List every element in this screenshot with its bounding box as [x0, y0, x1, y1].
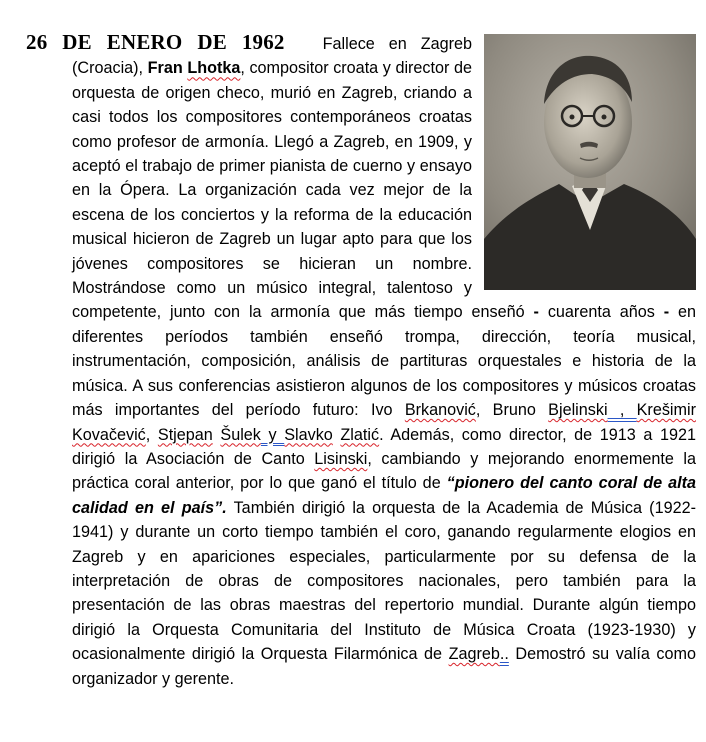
- text-segment: Stjepan: [157, 425, 213, 444]
- text-segment: “pionero del canto coral de alta calidad en el país”.: [72, 474, 696, 517]
- text-segment: Slavko: [284, 425, 333, 444]
- text-segment: Šulek: [220, 425, 261, 444]
- text-segment: Zlatić: [340, 425, 380, 444]
- text-segment: Lisinski: [314, 449, 368, 468]
- document-page: [26, 30, 696, 691]
- portrait-photo-drawing: [484, 34, 696, 290]
- text-segment: ..: [499, 645, 509, 664]
- text-segment: , compositor croata y director de orquesta de origen checo, murió en Zagreb, criando a casi todos los compositores contemporáneos croatas como profesor de armonía. Llegó a Zagreb, en 1909, y aceptó el trabajo de primer pianista de cuerno y ensayo en la Ópera. La organización cada vez mejor de la escena de los conciertos y la reforma de la educación musical hicieron de Zagreb un lugar apto para que los jóvenes compositores se hicieran un nombre. Mostrándose como un músico integral, talentoso y competente, junto con la armonía que más tiempo enseñó: [72, 59, 534, 322]
- text-segment: . Además, como director, de 1913 a 1921 dirigió la Asociación de Canto: [72, 425, 697, 468]
- text-segment: y: [260, 425, 285, 444]
- text-segment: Fran: [147, 59, 188, 78]
- date-heading: 26 DE ENERO DE 1962: [26, 30, 285, 54]
- text-segment: ,: [607, 401, 637, 420]
- text-segment: , Bruno: [475, 401, 549, 420]
- text-segment: Kovačević: [72, 425, 146, 444]
- text-segment: cuarenta años: [538, 303, 664, 322]
- text-segment: Bjelinski: [548, 401, 608, 420]
- text-segment: -: [533, 303, 539, 322]
- text-segment: Demostró su valía como organizador y gerente.: [72, 645, 696, 688]
- text-segment: , cambiando y mejorando enormemente la práctica coral anterior, por lo que ganó el título de: [72, 449, 696, 493]
- text-segment: Fallece en Zagreb (Croacia),: [72, 35, 472, 78]
- text-segment: -: [663, 303, 670, 322]
- portrait-photo: [484, 34, 696, 290]
- text-segment: Brkanović: [404, 401, 476, 420]
- text-segment: ,: [145, 425, 158, 444]
- text-segment: en diferentes períodos también enseñó trompa, dirección, teoría musical, instrumentación, composición, análisis de partituras orquestales e historia de la música. A sus conferencias asistieron algunos de los compositores y músicos croatas más importantes del período futuro: Ivo: [72, 303, 696, 420]
- text-segment: Krešimir: [636, 401, 696, 420]
- text-segment: Lhotka: [187, 59, 241, 78]
- text-segment: Zagreb: [448, 645, 500, 664]
- text-segment: También dirigió la orquesta de la Academia de Música (1922-1941) y durante un corto tiempo también el coro, ganando regularmente elogios en Zagreb y en apariciones especiales, particularmente por su defensa de la interpretación de obras de compositores nacionales, pero también para la presentación de las obras maestras del repertorio mundial. Durante algún tiempo dirigió la Orquesta Comunitaria del Instituto de Música Croata (1923-1930) y ocasionalmente dirigió la Orquesta Filarmónica de: [72, 498, 696, 664]
